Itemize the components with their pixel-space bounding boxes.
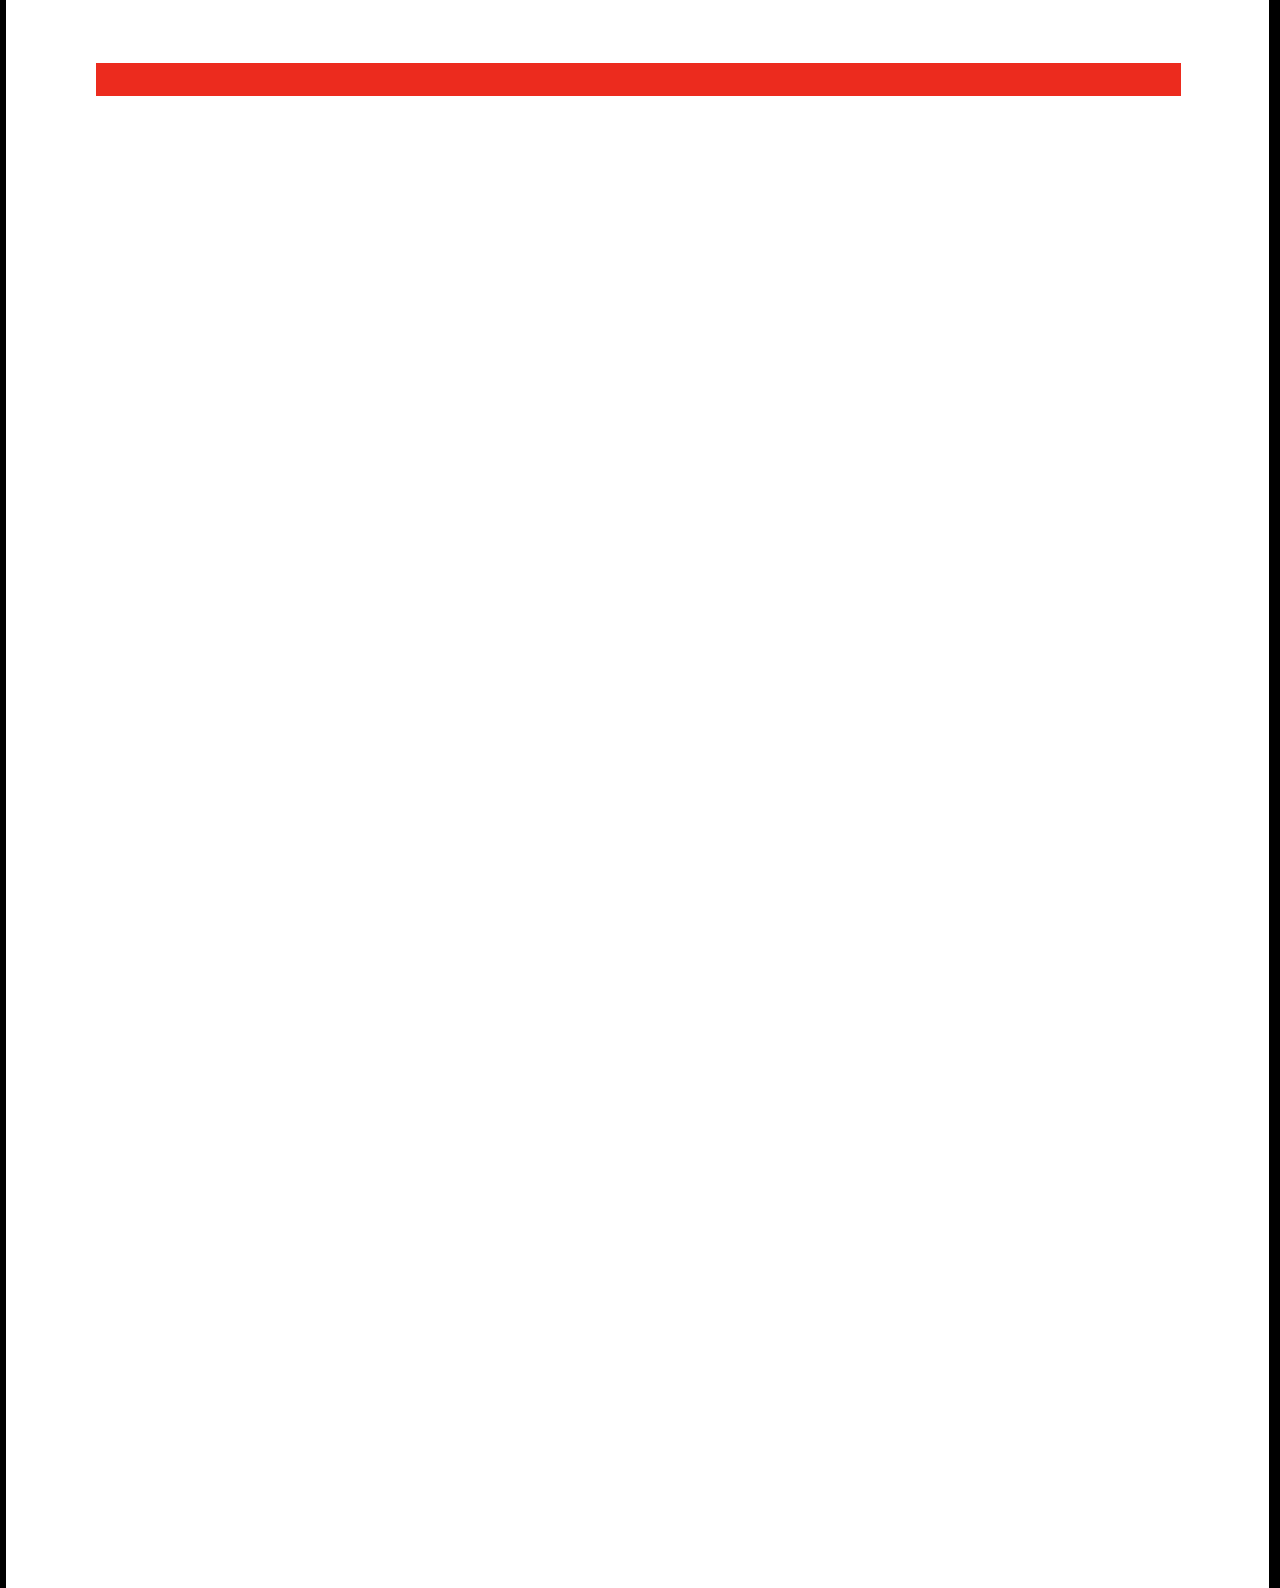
page-title-banner	[96, 63, 1181, 96]
bulletin-page	[6, 0, 1269, 1588]
